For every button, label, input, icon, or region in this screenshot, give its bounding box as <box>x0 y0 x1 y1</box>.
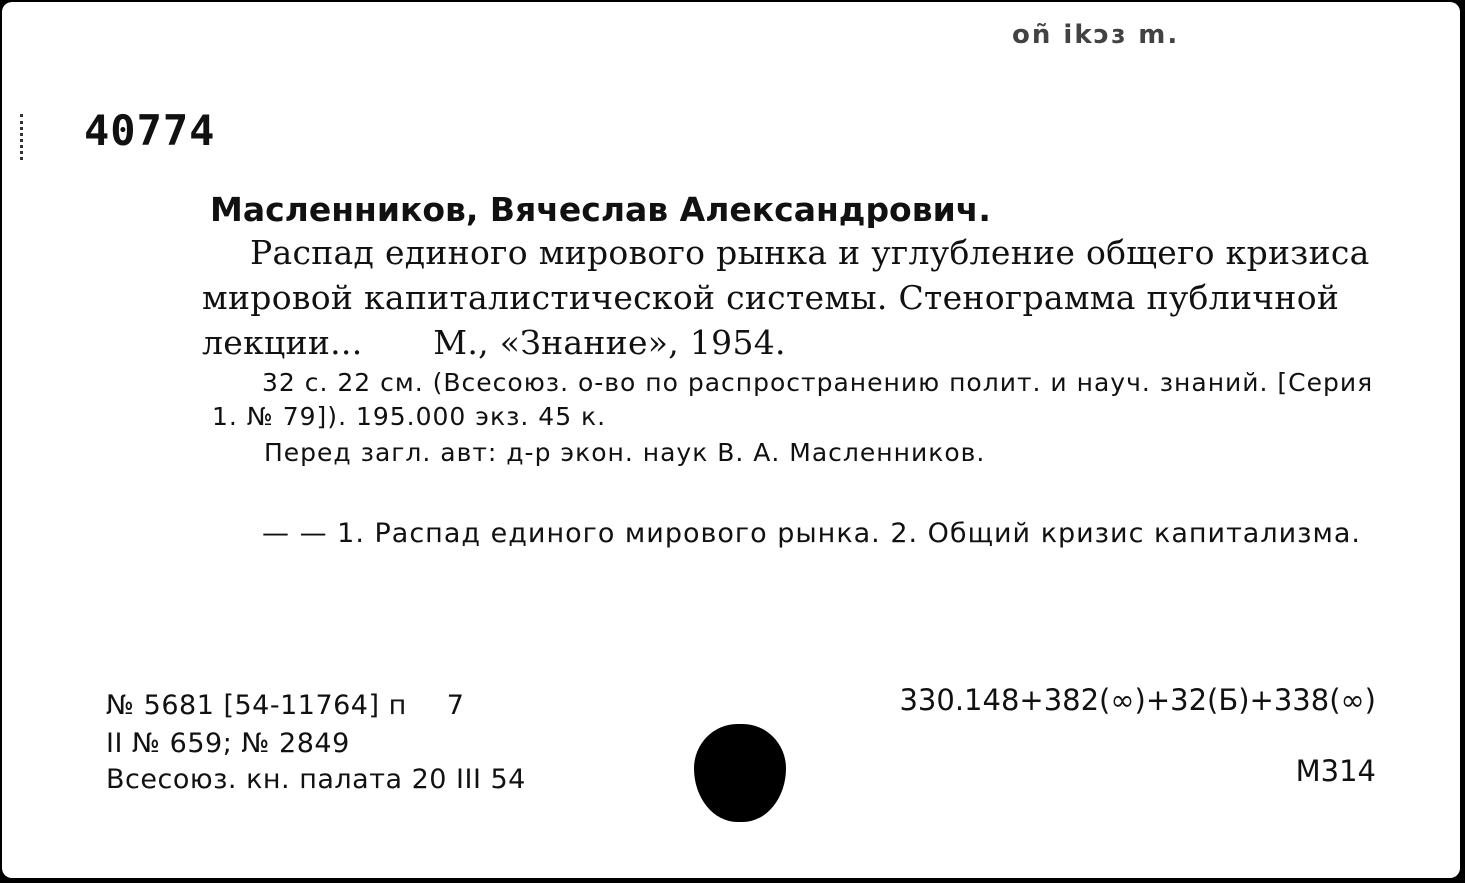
classification-code: 330.148+382(∞)+32(Б)+338(∞) <box>899 683 1376 717</box>
catalog-card <box>2 2 1460 878</box>
registry-line-1 <box>106 690 464 721</box>
card-punch-hole <box>694 724 786 822</box>
registry-count: 7 <box>446 690 465 721</box>
title-text: Распад единого мирового рынка и углубление общего кризиса мировой капиталистической системы. Стенограмма публичной лекции... <box>202 233 1370 362</box>
shelf-mark: М314 <box>1295 754 1376 788</box>
collation: 32 с. 22 см. (Всесоюз. о-во по распространению полит. и науч. знаний. [Серия 1. № 79]). 195.000 экз. 45 к. <box>212 368 1374 431</box>
accession-number: 40774 <box>84 106 216 155</box>
registry-line-3: Всесоюз. кн. палата 20 III 54 <box>106 764 526 795</box>
top-stamp: oñ ikɔɜ m. <box>1012 20 1180 50</box>
author-note: Перед загл. авт: д-р экон. наук В. А. Масленников. <box>264 438 986 467</box>
imprint: М., «Знание», 1954. <box>433 323 786 362</box>
subject-headings: — — 1. Распад единого мирового рынка. 2. Общий кризис капитализма. <box>262 518 1362 549</box>
author-heading: Масленников, Вячеслав Александрович. <box>210 190 991 229</box>
margin-mark <box>20 114 29 160</box>
registry-number: № 5681 [54-11764] п <box>106 690 407 721</box>
title-block <box>202 230 1382 365</box>
registry-line-2: II № 659; № 2849 <box>106 728 350 759</box>
